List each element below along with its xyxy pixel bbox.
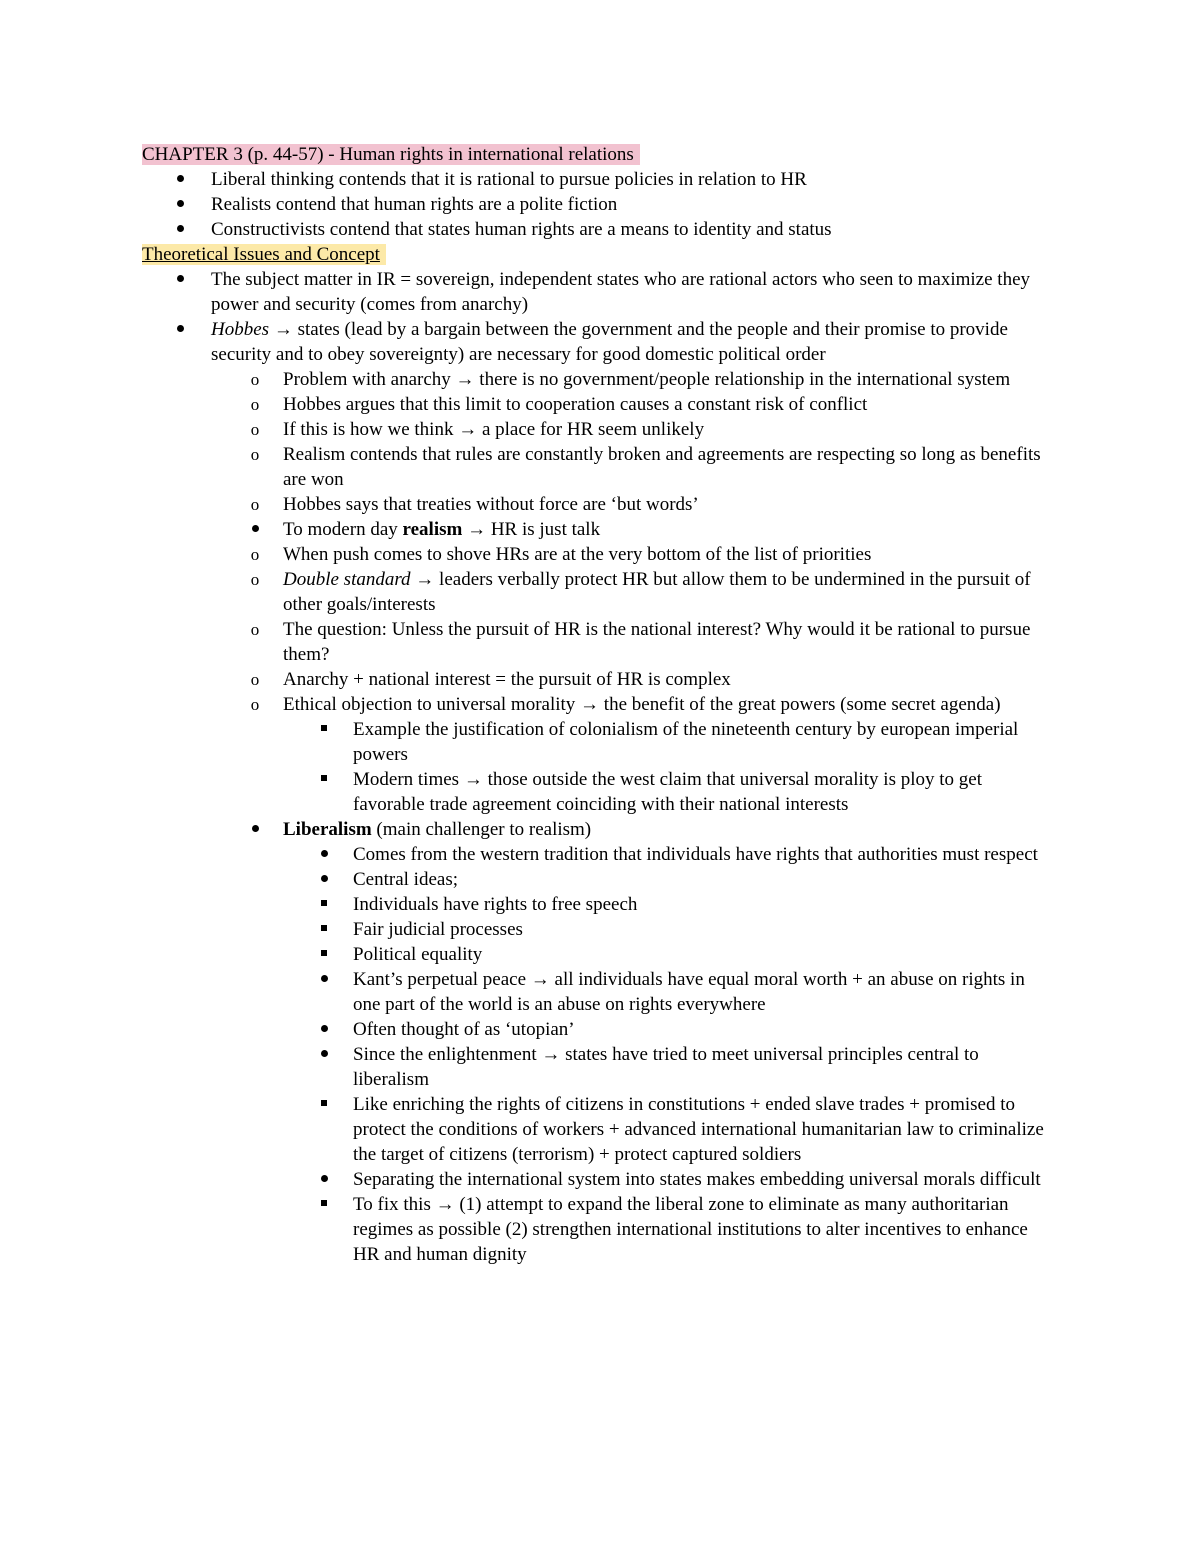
- sub-sub-list-item: Kant’s perpetual peace → all individuals have equal moral worth + an abuse on rights in one part of the world is an abuse on rights everywhere: [142, 967, 1052, 1017]
- square-bullet-icon: [314, 1092, 334, 1117]
- circle-bullet-icon: o: [250, 370, 260, 389]
- square-bullet-icon: [314, 767, 334, 792]
- bullet-icon: [170, 167, 190, 192]
- bullet-icon: [170, 317, 190, 342]
- bullet-icon: [314, 1017, 334, 1042]
- sub-list-item: To modern day realism → HR is just talk: [142, 517, 1052, 542]
- circle-bullet-icon: o: [250, 395, 260, 414]
- square-bullet-icon: [314, 942, 334, 967]
- sub-list-item: o Anarchy + national interest = the pursuit of HR is complex: [142, 667, 1052, 692]
- sub-sub-list-item: Political equality: [142, 942, 1052, 967]
- bullet-icon: [170, 192, 190, 217]
- bullet-icon: [170, 217, 190, 242]
- bullet-icon: [314, 1042, 334, 1067]
- list-item: Hobbes → states (lead by a bargain between the government and the people and their promise to provide security and to obey sovereignty) are necessary for good domestic political order: [142, 317, 1052, 367]
- sub-sub-list-item: Modern times → those outside the west claim that universal morality is ploy to get favorable trade agreement coinciding with their national interests: [142, 767, 1052, 817]
- square-bullet-icon: [314, 1192, 334, 1217]
- sub-list-item: o The question: Unless the pursuit of HR is the national interest? Why would it be rational to pursue them?: [142, 617, 1052, 667]
- bullet-icon: [314, 967, 334, 992]
- circle-bullet-icon: o: [250, 670, 260, 689]
- bullet-icon: [314, 842, 334, 867]
- list-item: Constructivists contend that states human rights are a means to identity and status: [142, 217, 1052, 242]
- circle-bullet-icon: o: [250, 620, 260, 639]
- circle-bullet-icon: o: [250, 545, 260, 564]
- bullet-icon: [245, 517, 265, 542]
- circle-bullet-icon: o: [250, 570, 260, 589]
- sub-sub-list-item: Central ideas;: [142, 867, 1052, 892]
- list-item: Realists contend that human rights are a polite fiction: [142, 192, 1052, 217]
- bullet-icon: [314, 1167, 334, 1192]
- list-item: Liberal thinking contends that it is rational to pursue policies in relation to HR: [142, 167, 1052, 192]
- sub-list-item: o If this is how we think → a place for HR seem unlikely: [142, 417, 1052, 442]
- bullet-icon: [314, 867, 334, 892]
- bullet-icon: [170, 267, 190, 292]
- sub-sub-list-item: Individuals have rights to free speech: [142, 892, 1052, 917]
- sub-list-item: o Double standard → leaders verbally protect HR but allow them to be undermined in the pursuit of other goals/interests: [142, 567, 1052, 617]
- bullet-icon: [245, 817, 265, 842]
- hobbes-term: Hobbes: [211, 319, 270, 340]
- sub-list-item: o Realism contends that rules are constantly broken and agreements are respecting so long as benefits are won: [142, 442, 1052, 492]
- section-heading: Theoretical Issues and Concept: [142, 242, 1052, 267]
- sub-sub-list-item: Like enriching the rights of citizens in constitutions + ended slave trades + promised to protect the conditions of workers + advanced international humanitarian law to criminalize the target of citizens (terrorism) + protect captured soldiers: [142, 1092, 1052, 1167]
- square-bullet-icon: [314, 717, 334, 742]
- sub-list-item: o When push comes to shove HRs are at the very bottom of the list of priorities: [142, 542, 1052, 567]
- square-bullet-icon: [314, 917, 334, 942]
- sub-sub-list-item: Separating the international system into states makes embedding universal morals difficult: [142, 1167, 1052, 1192]
- circle-bullet-icon: o: [250, 445, 260, 464]
- sub-list-item: Liberalism (main challenger to realism): [142, 817, 1052, 842]
- sub-list-item: o Hobbes argues that this limit to cooperation causes a constant risk of conflict: [142, 392, 1052, 417]
- square-bullet-icon: [314, 892, 334, 917]
- chapter-heading: CHAPTER 3 (p. 44-57) - Human rights in international relations: [142, 142, 1052, 167]
- sub-sub-list-item: To fix this → (1) attempt to expand the liberal zone to eliminate as many authoritarian regimes as possible (2) strengthen international institutions to alter incentives to enhance HR and human dignity: [142, 1192, 1052, 1267]
- sub-list-item: o Problem with anarchy → there is no government/people relationship in the international system: [142, 367, 1052, 392]
- circle-bullet-icon: o: [250, 420, 260, 439]
- notes-body: [142, 142, 1052, 1267]
- sub-sub-list-item: Often thought of as ‘utopian’: [142, 1017, 1052, 1042]
- sub-sub-list-item: Example the justification of colonialism of the nineteenth century by european imperial powers: [142, 717, 1052, 767]
- circle-bullet-icon: o: [250, 495, 260, 514]
- sub-list-item: o Ethical objection to universal morality → the benefit of the great powers (some secret agenda): [142, 692, 1052, 717]
- list-item: The subject matter in IR = sovereign, independent states who are rational actors who seen to maximize they power and security (comes from anarchy): [142, 267, 1052, 317]
- circle-bullet-icon: o: [250, 695, 260, 714]
- sub-sub-list-item: Since the enlightenment → states have tried to meet universal principles central to liberalism: [142, 1042, 1052, 1092]
- sub-list-item: o Hobbes says that treaties without force are ‘but words’: [142, 492, 1052, 517]
- sub-sub-list-item: Comes from the western tradition that individuals have rights that authorities must respect: [142, 842, 1052, 867]
- sub-sub-list-item: Fair judicial processes: [142, 917, 1052, 942]
